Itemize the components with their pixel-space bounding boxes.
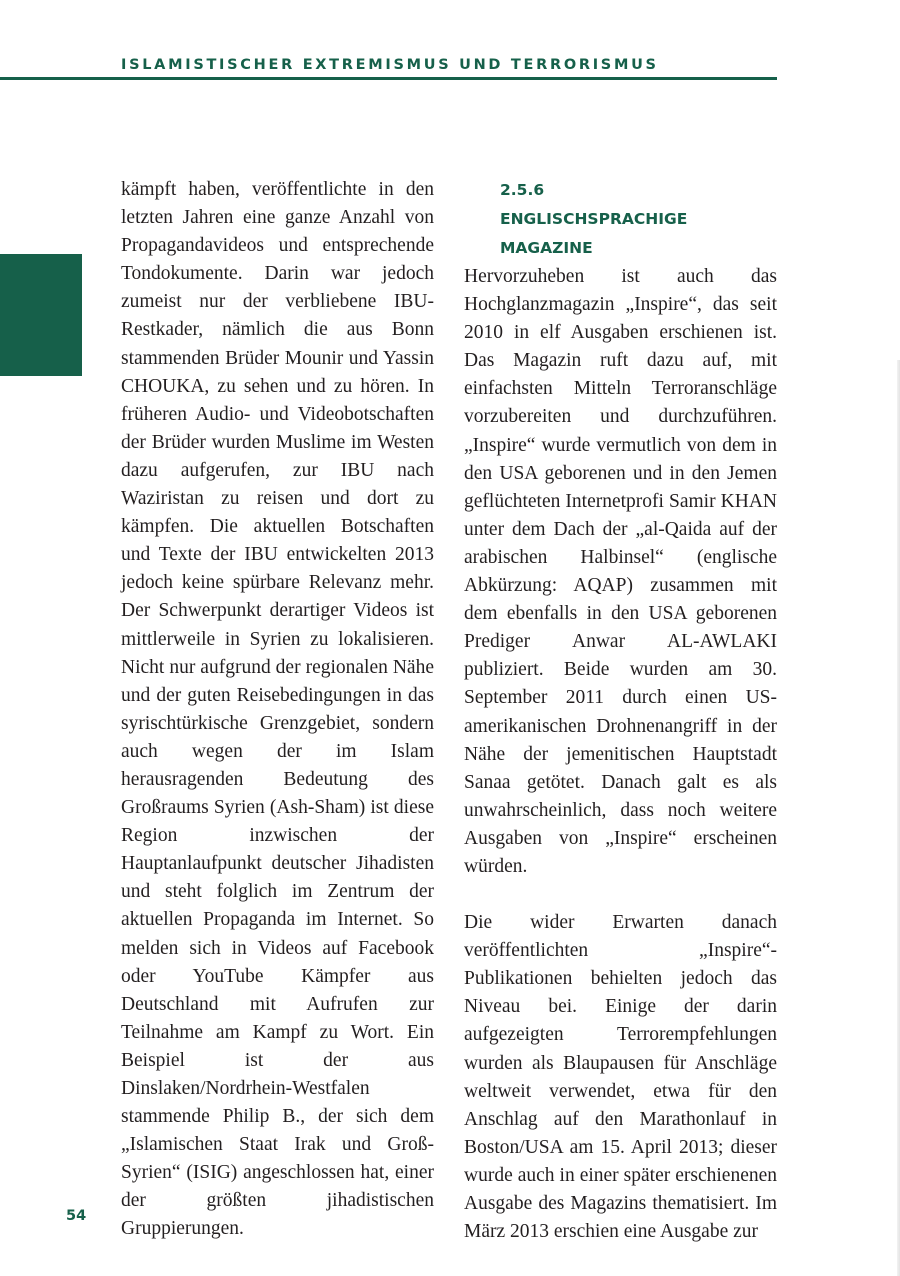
page-number: 54 — [66, 1208, 87, 1224]
section-title-line-2: MAGAZINE — [500, 239, 593, 257]
running-head-title: ISLAMISTISCHER EXTREMISMUS UND TERRORISMUS — [121, 57, 659, 73]
left-text-column — [121, 176, 434, 1244]
section-title-line-1: ENGLISCHSPRACHIGE — [500, 210, 688, 228]
chapter-tab-marker — [0, 254, 82, 376]
right-text-column — [464, 176, 777, 1246]
body-paragraph: Die wider Erwarten danach veröffentlichten „Inspire“-Publikationen behielten jedoch das Niveau bei. Einige der darin aufgezeigten Terrorempfehlungen wurden als Blaupausen für Anschläge weltweit verwendet, etwa für den Anschlag auf den Marathonlauf in Boston/USA am 15. April 2013; dieser wurde auch in einer später erschienenen Ausgabe des Magazins thematisiert. Im März 2013 erschien eine Ausgabe zur — [464, 912, 777, 1243]
header-rule — [0, 77, 777, 80]
body-paragraph: kämpft haben, veröffentlichte in den letzten Jahren eine ganze Anzahl von Propagandavideos und entsprechende Tondokumente. Darin war jedoch zumeist nur der verbliebene IBU-Restkader, nämlich die aus Bonn stammenden Brüder Mounir und Yassin CHOUKA, zu sehen und zu hören. In früheren Audio- und Videobotschaften der Brüder wurden Muslime im Westen dazu aufgerufen, zur IBU nach Waziristan zu reisen und dort zu kämpfen. Die aktuellen Botschaften und Texte der IBU entwickelten 2013 jedoch keine spürbare Relevanz mehr. Der Schwerpunkt derartiger Videos ist mittlerweile in Syrien zu lokalisieren. Nicht nur aufgrund der regionalen Nähe und der guten Reisebedingungen in das syrischtürkische Grenzgebiet, sondern auch wegen der im Islam herausragenden Bedeutung des Großraums Syrien (Ash-Sham) ist diese Region inzwischen der Hauptanlaufpunkt deutscher Jihadisten und steht folglich im Zentrum der aktuellen Propaganda im Internet. So melden sich in Videos auf Facebook oder YouTube Kämpfer aus Deutschland mit Aufrufen zur Teilnahme am Kampf zu Wort. Ein Beispiel ist der aus Dinslaken/Nordrhein-Westfalen stammende Philip B., der sich dem „Islamischen Staat Irak und Groß-Syrien“ (ISIG) angeschlossen hat, einer der größten jihadistischen Gruppierungen. — [121, 179, 434, 1240]
section-heading — [500, 176, 777, 263]
section-number: 2.5.6 — [500, 181, 545, 199]
body-paragraph: Hervorzuheben ist auch das Hochglanzmagazin „Inspire“, das seit 2010 in elf Ausgaben erschienen ist. Das Magazin ruft dazu auf, mit einfachsten Mitteln Terroranschläge vorzubereiten und durchzuführen. „Inspire“ wurde vermutlich von dem in den USA geborenen und in den Jemen geflüchteten Internetprofi Samir KHAN unter dem Dach der „al-Qaida auf der arabischen Halbinsel“ (englische Abkürzung: AQAP) zusammen mit dem ebenfalls in den USA geborenen Prediger Anwar AL-AWLAKI publiziert. Beide wurden am 30. September 2011 durch einen US-amerikanischen Drohnenangriff in der Nähe der jemenitischen Hauptstadt Sanaa getötet. Danach galt es als unwahrscheinlich, dass noch weitere Ausgaben von „Inspire“ erscheinen würden. — [464, 266, 777, 877]
